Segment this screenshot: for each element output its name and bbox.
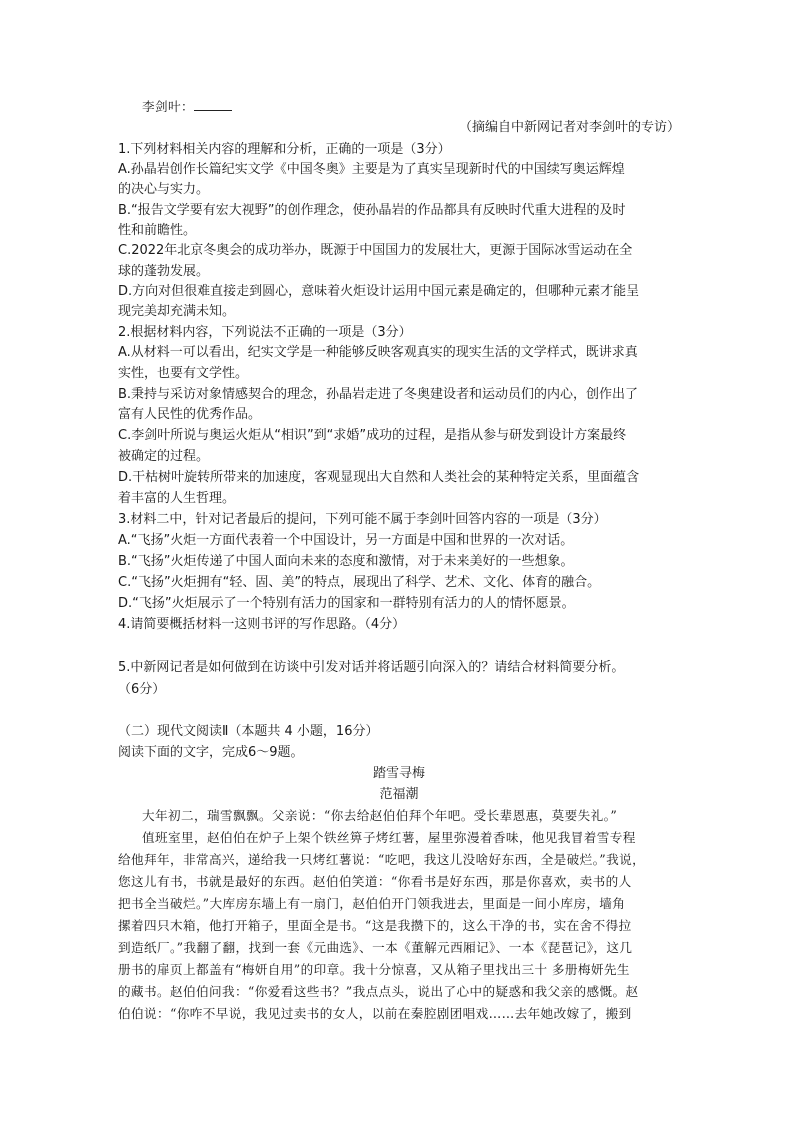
question-3-option-a: A.“飞扬”火炬一方面代表着一个中国设计，另一方面是中国和世界的一次对话。 [118, 533, 574, 548]
question-1-option-c: C.2022年北京冬奥会的成功举办，既源于中国国力的发展壮大，更源于国际冰雪运动在全 [118, 243, 633, 258]
question-2-option-a-cont: 实性，也要有文学性。 [118, 366, 249, 381]
question-5: 5.中新网记者是如何做到在访谈中引发对话并将话题引向深入的？请结合材料简要分析。 [118, 660, 625, 675]
answer-prompt [142, 96, 704, 117]
story-line-4: 把书全当破烂。”大库房东墙上有一扇门，赵伯伯开门领我进去，里面是一间小库房，墙角 [118, 896, 626, 911]
question-1-option-b-cont: 性和前瞻性。 [118, 223, 197, 238]
question-3-option-c: C.“飞扬”火炬拥有“轻、固、美”的特点，展现出了科学、艺术、文化、体育的融合。 [118, 575, 601, 590]
question-5-cont: （6分） [118, 682, 166, 697]
question-1-option-b: B.“报告文学要有宏大视野”的创作理念，使孙晶岩的作品都具有反映时代重大进程的及时 [118, 203, 626, 218]
story-paragraph-1: 大年初二，瑞雪飘飘。父亲说：“你去给赵伯伯拜个年吧。受长辈恩惠，莫要失礼。” [142, 808, 618, 823]
source-note: （摘编自中新网记者对李剑叶的专访） [458, 120, 680, 135]
speaker-label: 李剑叶： [142, 99, 194, 114]
question-1-option-d-cont: 现完美却充满未知。 [118, 304, 236, 319]
question-1-stem: 1.下列材料相关内容的理解和分析，正确的一项是（3分） [118, 142, 451, 157]
story-line-1: 值班室里，赵伯伯在炉子上架个铁丝箅子烤红薯，屋里弥漫着香味，他见我冒着雪专程 [142, 830, 636, 845]
question-1-option-d: D.方向对但很难直接走到圆心，意味着火炬设计运用中国元素是确定的，但哪种元素才能呈 [118, 284, 640, 299]
story-line-7: 册书的扉页上都盖有“梅妍自用”的印章。我十分惊喜，又从箱子里找出三十 多册梅妍先生 [118, 962, 630, 977]
question-2-option-c: C.李剑叶所说与奥运火炬从“相识”到“求婚”成功的过程，是指从参与研发到设计方案最终 [118, 428, 627, 443]
question-2-option-a: A.从材料一可以看出，纪实文学是一种能够反映客观真实的现实生活的文学样式，既讲求真 [118, 345, 638, 360]
question-2-stem: 2.根据材料内容，下列说法不正确的一项是（3分） [118, 325, 412, 340]
story-author: 范福潮 [379, 787, 419, 802]
question-2-option-b: B.秉持与采访对象情感契合的理念，孙晶岩走进了冬奥建设者和运动员们的内心，创作出了 [118, 387, 639, 402]
question-2-option-d: D.干枯树叶旋转所带来的加速度，客观显现出大自然和人类社会的某种特定关系，里面蕴含 [118, 470, 640, 485]
story-line-2: 给他拜年，非常高兴，递给我一只烤红薯说：“吃吧，我这儿没啥好东西，全是破烂。”我说， [118, 852, 646, 867]
question-4: 4.请简要概括材料一这则书评的写作思路。（4分） [118, 617, 406, 632]
story-line-9: 伯伯说：“你咋不早说，我见过卖书的女人，以前在秦腔剧团唱戏……去年她改嫁了，搬到 [118, 1006, 632, 1021]
question-2-option-b-cont: 富有人民性的优秀作品。 [118, 407, 262, 422]
story-title: 踏雪寻梅 [372, 766, 425, 781]
question-2-option-d-cont: 着丰富的人生哲理。 [118, 491, 236, 506]
story-line-8: 的藏书。赵伯伯问我：“你爱看这些书？”我点点头，说出了心中的疑惑和我父亲的感慨。赵 [118, 984, 639, 999]
question-3-option-d: D.“飞扬”火炬展示了一个特别有活力的国家和一群特别有活力的人的情怀愿景。 [118, 596, 575, 611]
story-line-6: 到造纸厂。”我翻了翻，找到一套《元曲选》、一本《董解元西厢记》、一本《琵琶记》，这几 [118, 940, 633, 955]
question-2-option-c-cont: 被确定的过程。 [118, 449, 210, 464]
answer-blank [194, 96, 232, 111]
question-1-option-a: A.孙晶岩创作长篇纪实文学《中国冬奥》主要是为了真实呈现新时代的中国续写奥运辉煌 [118, 162, 625, 177]
question-3-option-b: B.“飞扬”火炬传递了中国人面向未来的态度和激情，对于未来美好的一些想象。 [118, 554, 574, 569]
question-3-stem: 3.材料二中，针对记者最后的提问，下列可能不属于李剑叶回答内容的一项是（3分） [118, 512, 607, 527]
question-1-option-a-cont: 的决心与实力。 [118, 182, 210, 197]
section-heading: （二）现代文阅读Ⅱ（本题共 4 小题，16分） [118, 724, 379, 739]
story-line-3: 您这儿有书，书就是最好的东西。赵伯伯笑道：“你看书是好东西，那是你喜欢，卖书的人 [118, 874, 632, 889]
story-line-5: 摞着四只木箱，他打开箱子，里面全是书。“这是我攒下的，这么干净的书，实在舍不得拉 [118, 918, 632, 933]
question-1-option-c-cont: 球的蓬勃发展。 [118, 264, 210, 279]
section-instruction: 阅读下面的文字，完成6～9题。 [118, 745, 304, 760]
